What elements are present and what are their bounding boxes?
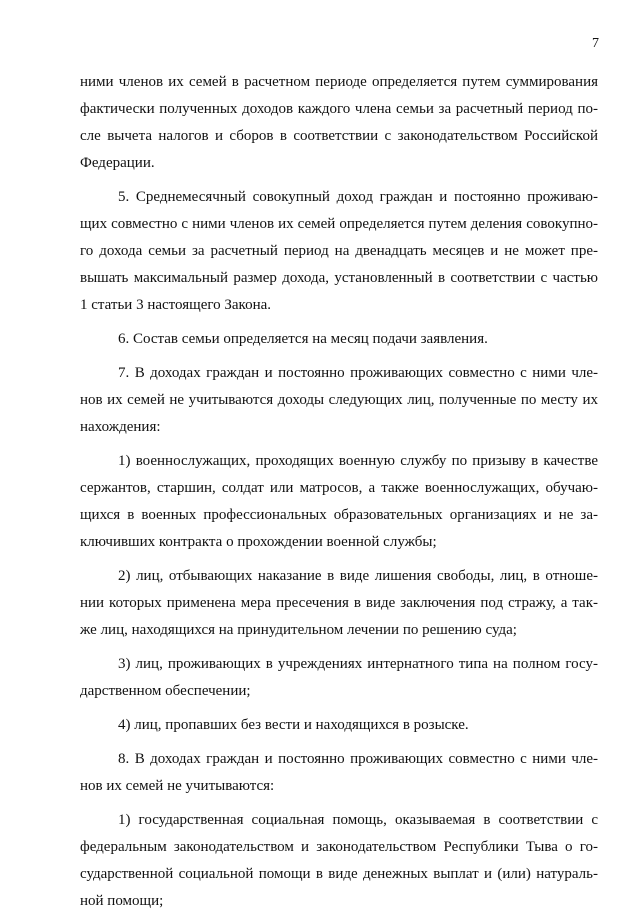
text-line: 6. Состав семьи определяется на месяц подачи заявления. (118, 331, 488, 347)
paragraph-item-7-2 (80, 563, 598, 644)
text-line: ними членов их семей в расчетном периоде определяется путем суммирования (80, 74, 598, 90)
text-line: нов их семей не учитываются: (80, 778, 275, 794)
text-line: дарственном обеспечении; (80, 683, 251, 699)
text-line: 1 статьи 3 настоящего Закона. (80, 297, 272, 313)
paragraph-item-5 (80, 184, 598, 319)
text-line: го дохода семьи за расчетный период на двенадцать месяцев и не может пре- (80, 243, 598, 259)
text-line: 1) государственная социальная помощь, оказываемая в соответствии с (118, 812, 598, 828)
text-line: же лиц, находящихся на принудительном лечении по решению суда; (80, 622, 517, 638)
paragraph-item-7 (80, 360, 598, 441)
paragraph-item-7-3 (80, 651, 598, 705)
paragraph-item-8 (80, 746, 598, 800)
text-line: нахождения: (80, 419, 161, 435)
document-body (80, 69, 598, 915)
text-line: 3) лиц, проживающих в учреждениях интернатного типа на полном госу- (118, 656, 598, 672)
text-line: 8. В доходах граждан и постоянно проживающих совместно с ними чле- (118, 751, 598, 767)
text-line: сержантов, старшин, солдат или матросов, а также военнослужащих, обучаю- (80, 480, 598, 496)
text-line: Федерации. (80, 155, 155, 171)
text-line: ной помощи; (80, 893, 164, 909)
text-line: щих совместно с ними членов их семей определяется путем деления совокупно- (80, 216, 598, 232)
text-line: нов их семей не учитываются доходы следующих лиц, полученные по месту их (80, 392, 598, 408)
text-line: сударственной социальной помощи в виде денежных выплат и (или) натураль- (80, 866, 598, 882)
text-line: 1) военнослужащих, проходящих военную службу по призыву в качестве (118, 453, 598, 469)
paragraph-item-7-1 (80, 448, 598, 556)
text-line: сле вычета налогов и сборов в соответствии с законодательством Российской (80, 128, 598, 144)
text-line: 7. В доходах граждан и постоянно проживающих совместно с ними чле- (118, 365, 598, 381)
paragraph-1 (80, 69, 598, 177)
text-line: фактически полученных доходов каждого члена семьи за расчетный период по- (80, 101, 598, 117)
text-line: 5. Среднемесячный совокупный доход граждан и постоянно проживаю- (118, 189, 598, 205)
text-line: 4) лиц, пропавших без вести и находящихся в розыске. (118, 717, 469, 733)
text-line: щихся в военных профессиональных образовательных организациях и не за- (80, 507, 598, 523)
text-line: вышать максимальный размер дохода, установленный в соответствии с частью (80, 270, 598, 286)
text-line: нии которых применена мера пресечения в виде заключения под стражу, а так- (80, 595, 598, 611)
text-line: федеральным законодательством и законодательством Республики Тыва о го- (80, 839, 598, 855)
page-number: 7 (592, 36, 599, 51)
paragraph-item-6 (80, 326, 598, 353)
paragraph-item-7-4 (80, 712, 598, 739)
text-line: 2) лиц, отбывающих наказание в виде лишения свободы, лиц, в отноше- (118, 568, 598, 584)
paragraph-item-8-1 (80, 807, 598, 915)
text-line: ключивших контракта о прохождении военной службы; (80, 534, 437, 550)
